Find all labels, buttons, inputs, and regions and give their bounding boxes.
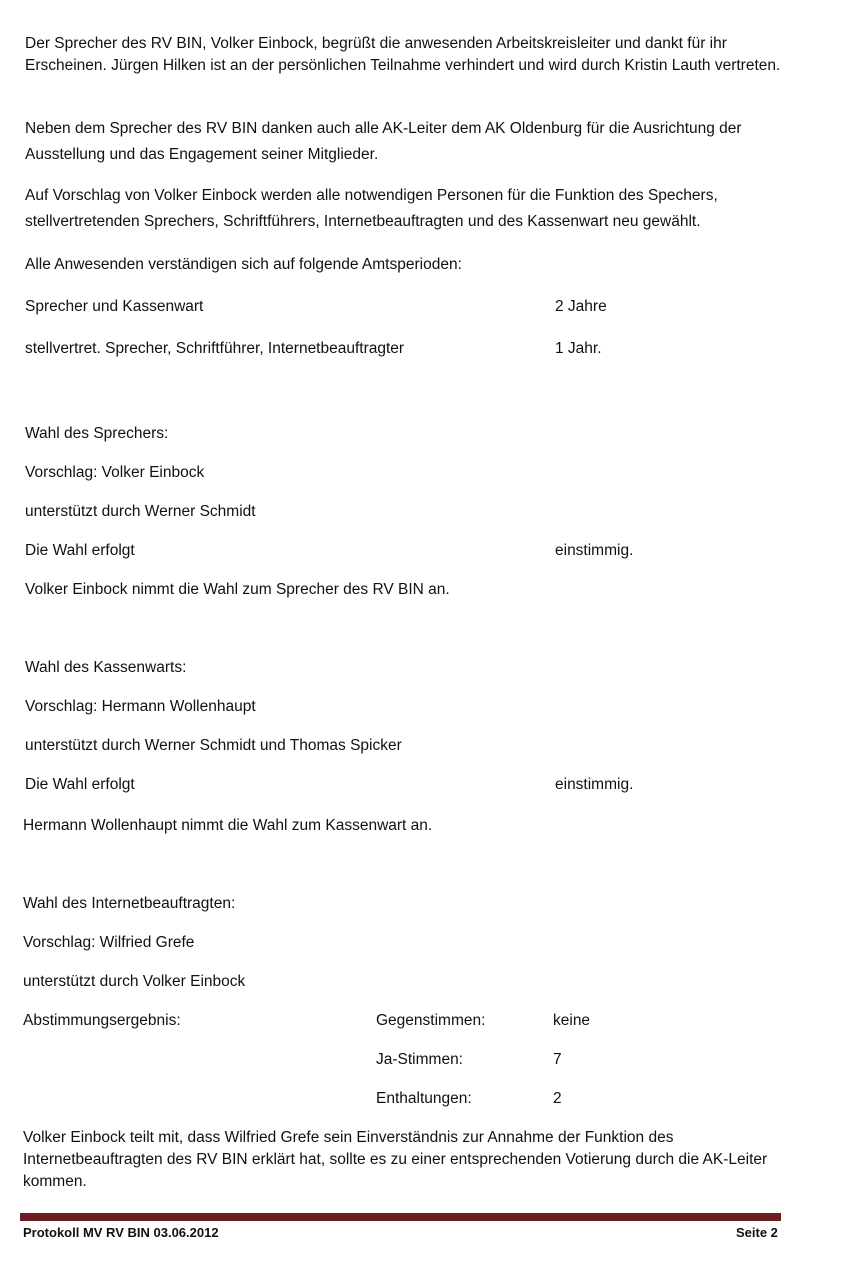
- term-role-2: stellvertret. Sprecher, Schriftführer, Internetbeauftragter: [25, 340, 405, 357]
- term-role-1: Sprecher und Kassenwart: [25, 298, 204, 315]
- intro-paragraph-3: Auf Vorschlag von Volker Einbock werden alle notwendigen Personen für die Funktion des Spechers, stellvertretenden Sprechers, Schriftführers, Internetbeauftragten und des Kassenwart neu gewählt.: [25, 187, 718, 230]
- internet-result-label: Abstimmungsergebnis:: [23, 1012, 181, 1029]
- internet-supported: unterstützt durch Volker Einbock: [23, 973, 246, 990]
- treasurer-result-value: einstimmig.: [555, 776, 634, 793]
- vote-value-abstain: 2: [553, 1090, 562, 1107]
- speaker-supported: unterstützt durch Werner Schmidt: [25, 503, 256, 520]
- speaker-election-heading: Wahl des Sprechers:: [25, 425, 169, 442]
- speaker-result-label: Die Wahl erfolgt: [25, 542, 135, 559]
- internet-election-heading: Wahl des Internetbeauftragten:: [23, 895, 236, 912]
- vote-value-yes: 7: [553, 1051, 562, 1068]
- treasurer-election-heading: Wahl des Kassenwarts:: [25, 659, 187, 676]
- term-duration-2: 1 Jahr.: [555, 340, 602, 357]
- treasurer-acceptance: Hermann Wollenhaupt nimmt die Wahl zum Kassenwart an.: [23, 817, 433, 834]
- speaker-proposal: Vorschlag: Volker Einbock: [25, 464, 205, 481]
- vote-label-against: Gegenstimmen:: [376, 1012, 486, 1029]
- footer-protocol-label: Protokoll MV RV BIN 03.06.2012: [23, 1225, 219, 1240]
- internet-proposal: Vorschlag: Wilfried Grefe: [23, 934, 195, 951]
- treasurer-result-label: Die Wahl erfolgt: [25, 776, 135, 793]
- intro-paragraph-4: Alle Anwesenden verständigen sich auf folgende Amtsperioden:: [25, 256, 462, 273]
- intro-paragraph-1: Der Sprecher des RV BIN, Volker Einbock, begrüßt die anwesenden Arbeitskreisleiter und dankt für ihr Erscheinen. Jürgen Hilken ist an der persönlichen Teilnahme verhindert und wird durch Kristin Lauth vertreten.: [25, 35, 781, 74]
- treasurer-proposal: Vorschlag: Hermann Wollenhaupt: [25, 698, 256, 715]
- speaker-acceptance: Volker Einbock nimmt die Wahl zum Sprecher des RV BIN an.: [25, 581, 450, 598]
- footer-page-number: Seite 2: [736, 1225, 778, 1240]
- intro-paragraph-2: Neben dem Sprecher des RV BIN danken auch alle AK-Leiter dem AK Oldenburg für die Ausrichtung der Ausstellung und das Engagement seiner Mitglieder.: [25, 120, 742, 163]
- vote-label-abstain: Enthaltungen:: [376, 1090, 472, 1107]
- term-duration-1: 2 Jahre: [555, 298, 607, 315]
- vote-label-yes: Ja-Stimmen:: [376, 1051, 463, 1068]
- internet-closing-paragraph: Volker Einbock teilt mit, dass Wilfried Grefe sein Einverständnis zur Annahme der Funktion des Internetbeauftragten des RV BIN erklärt hat, sollte es zu einer entsprechenden Votierung durch die AK-Leiter kommen.: [23, 1129, 768, 1190]
- speaker-result-value: einstimmig.: [555, 542, 634, 559]
- footer-rule: [20, 1213, 781, 1221]
- vote-value-against: keine: [553, 1012, 591, 1029]
- treasurer-supported: unterstützt durch Werner Schmidt und Thomas Spicker: [25, 737, 402, 754]
